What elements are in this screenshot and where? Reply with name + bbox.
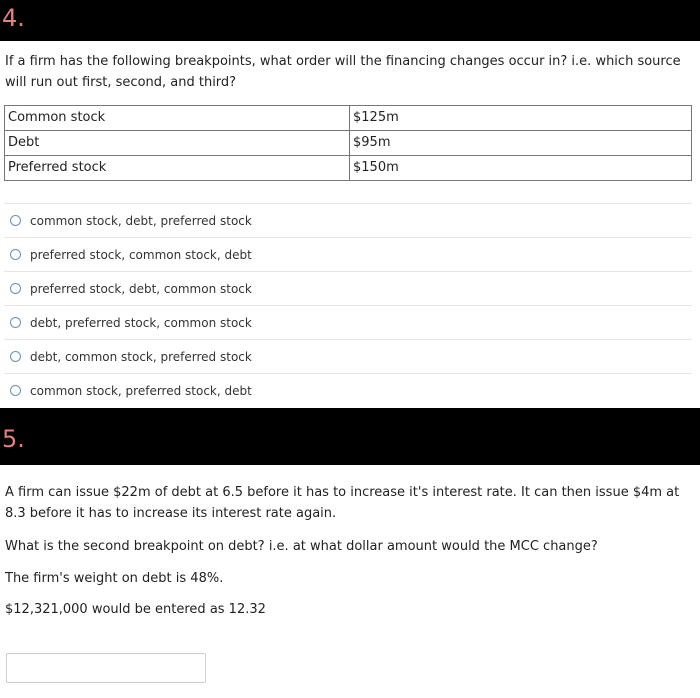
table-cell-value: $95m (350, 131, 692, 156)
radio-button[interactable] (10, 385, 21, 396)
option-label: preferred stock, debt, common stock (30, 281, 252, 296)
table-cell-source: Common stock (5, 106, 350, 131)
option-label: common stock, preferred stock, debt (30, 383, 252, 398)
answer-option-1[interactable] (4, 203, 692, 237)
answer-option-6[interactable] (4, 373, 692, 407)
question-5-prompt: What is the second breakpoint on debt? i.e. at what dollar amount would the MCC change? (5, 539, 598, 554)
answer-input[interactable] (6, 653, 206, 683)
radio-button[interactable] (10, 283, 21, 294)
question-5-number: 5. (2, 425, 25, 453)
question-4-panel (0, 41, 700, 408)
table-cell-value: $125m (350, 106, 692, 131)
radio-button[interactable] (10, 215, 21, 226)
option-label: debt, common stock, preferred stock (30, 349, 252, 364)
breakpoints-table (4, 105, 692, 181)
table-row (5, 131, 692, 156)
question-5-text: A firm can issue $22m of debt at 6.5 before it has to increase it's interest rate. It can then issue $4m at 8.3 before it has to increase its interest rate again. (5, 485, 680, 521)
radio-button[interactable] (10, 351, 21, 362)
table-cell-source: Debt (5, 131, 350, 156)
radio-button[interactable] (10, 249, 21, 260)
answer-option-2[interactable] (4, 237, 692, 271)
option-label: preferred stock, common stock, debt (30, 247, 252, 262)
option-label: debt, preferred stock, common stock (30, 315, 252, 330)
answer-option-5[interactable] (4, 339, 692, 373)
question-5-note-format: $12,321,000 would be entered as 12.32 (5, 602, 266, 617)
question-5-panel (0, 465, 700, 698)
answer-options (4, 203, 692, 407)
table-row (5, 106, 692, 131)
question-5-note-weight: The firm's weight on debt is 48%. (5, 571, 224, 586)
question-4-text: If a firm has the following breakpoints, what order will the financing changes occur in? i.e. which source will run out first, second, and third? (5, 54, 681, 90)
radio-button[interactable] (10, 317, 21, 328)
table-row (5, 156, 692, 181)
answer-option-3[interactable] (4, 271, 692, 305)
answer-option-4[interactable] (4, 305, 692, 339)
question-4-number: 4. (2, 4, 25, 32)
table-cell-value: $150m (350, 156, 692, 181)
table-cell-source: Preferred stock (5, 156, 350, 181)
option-label: common stock, debt, preferred stock (30, 213, 252, 228)
